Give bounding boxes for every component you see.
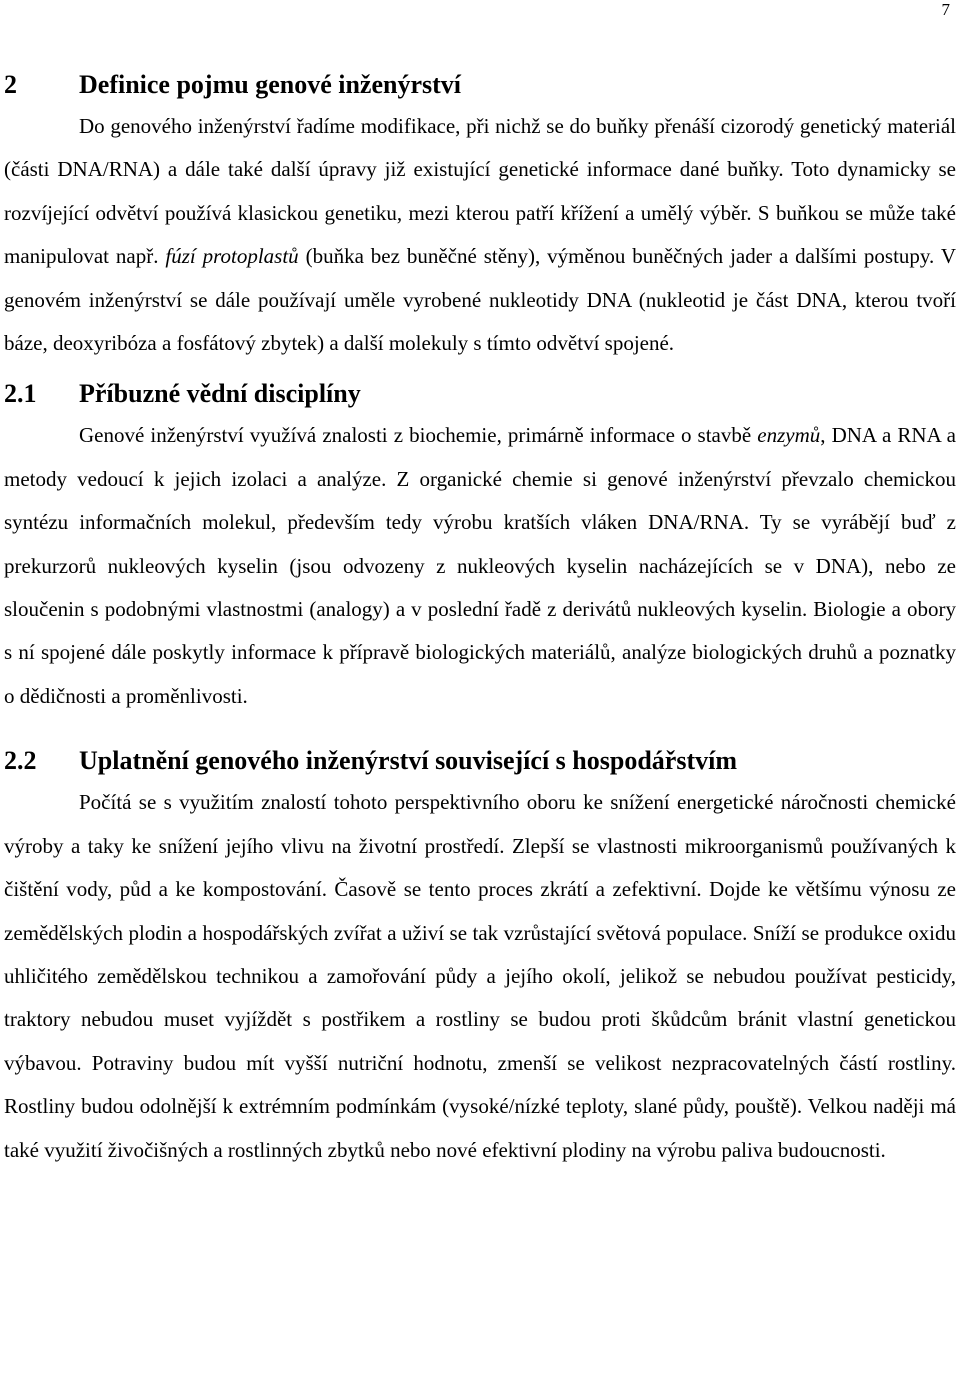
text-segment: Genové inženýrství využívá znalosti z biochemie, primárně informace o stavbě	[79, 423, 758, 448]
text-segment: , DNA a RNA a metody vedoucí k jejich izolaci a analýze. Z organické chemie si genové inženýrství převzalo chemickou syntézu informačních molekul, především tedy výrobu kratších vláken DNA/RNA. Ty se vyrábějí buď z prekurzorů nukleových kyselin (jsou odvozeny z nukleových kyselin nacházejících se v DNA), nebo ze sloučenin s podobnými vlastnostmi (analogy) a v poslední řadě z derivátů nukleových kyselin. Biologie a obory s ní spojené dále poskytly informace k přípravě biologických materiálů, analýze biologických druhů a poznatky o dědičnosti a proměnlivosti.	[4, 423, 956, 708]
document-body	[4, 68, 956, 1172]
section-2-2-heading	[4, 744, 956, 778]
section-2-1-heading	[4, 377, 956, 411]
section-2-heading	[4, 68, 956, 102]
section-2-1-number: 2.1	[4, 379, 37, 409]
section-2-1-title: Příbuzné vědní disciplíny	[79, 379, 361, 409]
section-2-number: 2	[4, 70, 17, 99]
section-2-paragraph	[4, 105, 956, 365]
section-2-2-paragraph	[4, 781, 956, 1172]
italic-term: enzymů	[757, 423, 821, 448]
section-2-title: Definice pojmu genové inženýrství	[79, 70, 462, 99]
text-segment: (buňka bez buněčné stěny), výměnou buněčných jader a dalšími postupy. V genovém inženýrství se dále používají uměle vyrobené nukleotidy DNA (nukleotid je část DNA, kterou tvoří báze, deoxyribóza a fosfátový zbytek) a další molekuly s tímto odvětví spojené.	[4, 244, 956, 356]
text-segment: Do genového inženýrství řadíme modifikace, při nichž se do buňky přenáší cizorodý genetický materiál (části DNA/RNA) a dále také další úpravy již existující genetické informace dané buňky. Toto dynamicky se rozvíjející odvětví používá klasickou genetiku, mezi kterou patří křížení a umělý výběr. S buňkou se může také manipulovat např.	[4, 114, 956, 269]
page-number: 7	[941, 0, 950, 19]
italic-term: fúzí protoplastů	[165, 244, 299, 269]
section-2-2-number: 2.2	[4, 746, 37, 776]
section-2-1-paragraph	[4, 414, 956, 718]
section-2-2-title: Uplatnění genového inženýrství související s hospodářstvím	[79, 746, 737, 776]
text-segment: Počítá se s využitím znalostí tohoto perspektivního oboru ke snížení energetické náročnosti chemické výroby a taky ke snížení jejího vlivu na životní prostředí. Zlepší se vlastnosti mikroorganismů používaných k čištění vody, půd a ke kompostování. Časově se tento proces zkrátí a zefektivní. Dojde ke většímu výnosu ze zemědělských plodin a hospodářských zvířat a uživí se tak vzrůstající světová populace. Sníží se produkce oxidu uhličitého zemědělskou technikou a zamořování půdy a jejího okolí, jelikož se nebudou používat pesticidy, traktory nebudou muset vyjíždět s postřikem a rostliny se budou proti škůdcům bránit vlastní genetickou výbavou. Potraviny budou mít vyšší nutriční hodnotu, zmenší se velikost nezpracovatelných částí rostliny. Rostliny budou odolnější k extrémním podmínkám (vysoké/nízké teploty, slané půdy, pouště). Velkou naději má také využití živočišných a rostlinných zbytků nebo nové efektivní plodiny na výrobu paliva budoucnosti.	[4, 790, 956, 1162]
